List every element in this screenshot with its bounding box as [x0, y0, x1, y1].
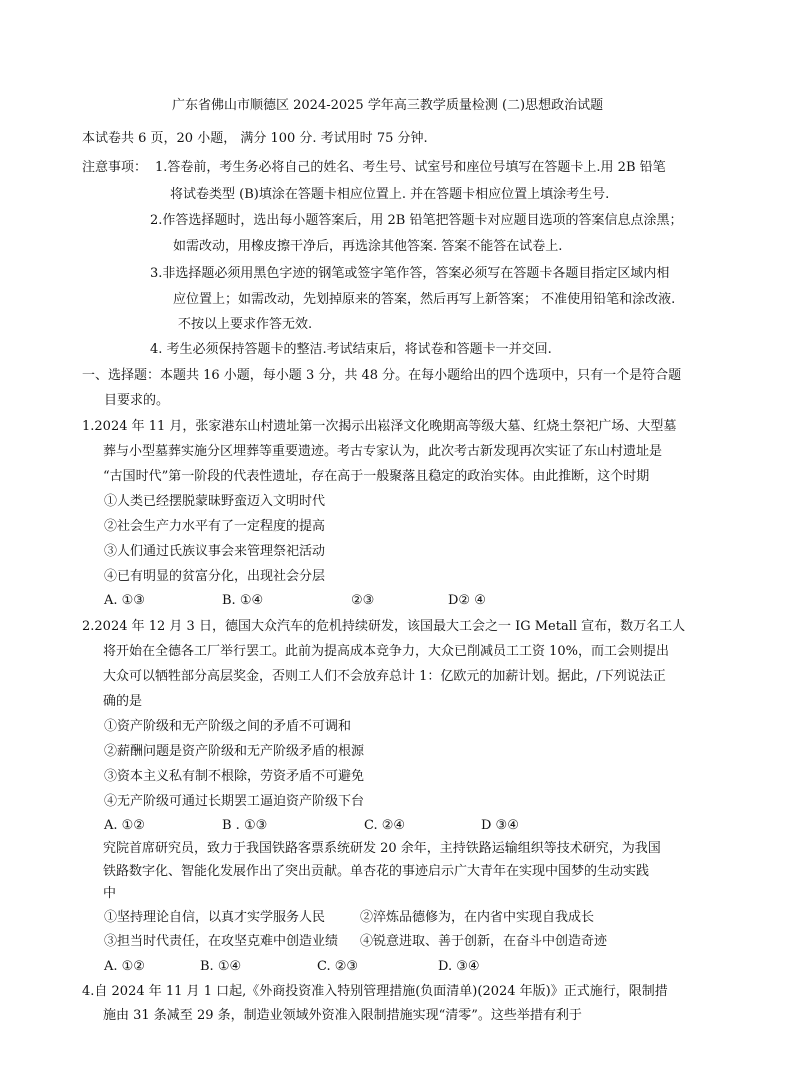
q1-statement-3: ③人们通过氏族议事会来管理祭祀活动 — [104, 544, 326, 559]
q1-stem-line-3: “古国时代”第一阶段的代表性遗址，存在高于一般聚落且稳定的政治实体。由此推断，这个时期 — [103, 469, 650, 484]
q3-option-b: B. ①④ — [200, 959, 242, 974]
q4-stem-line-2: 施由 31 条减至 29 条，制造业领域外资准入限制措施实现“清零”。这些举措有利于 — [103, 1008, 582, 1023]
q2-stem-line-3: 大众可以牺牲部分高层奖金，否则工人们不会放弃总计 1：亿欧元的加薪计划。据此，/下列说法正 — [103, 669, 666, 684]
q3-stem-line-1: 究院首席研究员，致力于我国铁路客票系统研发 20 余年，主持铁路运输组织等技术研究，为我国 — [103, 841, 661, 856]
q3-option-a: A. ①② — [104, 959, 145, 974]
page-title: 广东省佛山市顺德区 2024-2025 学年高三教学质量检测 (二)思想政治试题 — [172, 98, 604, 113]
q1-stem-line-2: 葬与小型墓葬实施分区埋葬等重要遗迹。考古专家认为，此次考古新发现再次实证了东山村遗址是 — [103, 444, 663, 459]
q2-option-b: B . ①③ — [222, 818, 268, 833]
q1-statement-2: ②社会生产力水平有了一定程度的提高 — [104, 519, 326, 534]
note-3-line-3: 不按以上要求作答无效. — [178, 317, 313, 332]
q3-statement-1: ①坚持理论自信，以真才实学服务人民 — [104, 910, 326, 925]
note-2-line-2: 如需改动，用橡皮擦干净后，再选涂其他答案. 答案不能答在试卷上. — [173, 239, 563, 254]
note-4: 4. 考生必须保持答题卡的整洁.考试结束后，将试卷和答题卡一并交回. — [150, 342, 552, 357]
note-2-line-1: 2.作答选择题时，选出每小题答案后，用 2B 铅笔把答题卡对应题目选项的答案信息点涂黑； — [150, 213, 683, 228]
q3-stem-line-3: 中 — [103, 886, 117, 901]
q2-option-a: A. ①② — [104, 818, 145, 833]
q2-statement-1: ①资产阶级和无产阶级之间的矛盾不可调和 — [104, 719, 352, 734]
q3-option-c: C. ②③ — [317, 959, 359, 974]
q3-stem-line-2: 铁路数字化、智能化发展作出了突出贡献。单杏花的事迹启示广大青年在实现中国梦的生动实践 — [103, 864, 650, 879]
q2-stem-line-1: 2.2024 年 12 月 3 日，德国大众汽车的危机持续研发，该国最大工会之一 IG Metall 宣布，数万名工人 — [82, 619, 686, 634]
q3-statement-4: ④锐意进取、善于创新，在奋斗中创造奇迹 — [360, 934, 608, 949]
q4-stem-line-1: 4.自 2024 年 11 月 1 口起,《外商投资准入特别管理措施(负面清单)(2024 年版)》正式施行，限制措 — [82, 984, 668, 999]
q3-statement-2: ②淬炼品德修为，在内省中实现自我成长 — [360, 910, 595, 925]
exam-intro: 本试卷共 6 页，20 小题， 满分 100 分. 考试用时 75 分钟. — [82, 131, 428, 146]
q1-option-d: D② ④ — [448, 593, 486, 608]
note-3-line-2: 应位置上；如需改动，先划掉原来的答案，然后再写上新答案； 不准使用铅笔和涂改液. — [173, 292, 676, 307]
q2-option-d: D ③④ — [481, 818, 519, 833]
q1-option-c: ②③ — [351, 593, 375, 608]
q2-option-c: C. ②④ — [364, 818, 406, 833]
note-1-line-2: 将试卷类型 (B)填涂在答题卡相应位置上. 并在答题卡相应位置上填涂考生号. — [170, 187, 610, 202]
q1-statement-4: ④已有明显的贫富分化，出现社会分层 — [104, 569, 326, 584]
note-1-line-1: 1.答卷前，考生务必将自己的姓名、考生号、试室号和座位号填写在答题卡上.用 2B 铅笔 — [155, 160, 666, 175]
q2-stem-line-2: 将开始在全德各工厂举行罢工。此前为提高成本竞争力，大众已削减员工工资 10%，而工会则提出 — [103, 644, 670, 659]
notes-label: 注意事项： — [82, 160, 148, 175]
q2-stem-line-4: 确的是 — [103, 694, 143, 709]
section-1-heading-line-2: 目要求的。 — [104, 393, 170, 408]
section-1-heading-line-1: 一、选择题：本题共 16 小题，每小题 3 分，共 48 分。在每小题给出的四个选项中，只有一个是符合题 — [82, 368, 682, 383]
q1-option-b: B. ①④ — [222, 593, 264, 608]
q1-statement-1: ①人类已经摆脱蒙昧野蛮迈入文明时代 — [104, 494, 326, 509]
q1-stem-line-1: 1.2024 年 11 月，张家港东山村遗址第一次揭示出崧泽文化晚期高等级大墓、红烧土祭祀广场、大型墓 — [82, 419, 677, 434]
q1-option-a: A. ①③ — [104, 593, 145, 608]
q3-statement-3: ③担当时代责任，在攻坚克难中创造业绩 — [104, 934, 339, 949]
q3-option-d: D. ③④ — [438, 959, 480, 974]
note-3-line-1: 3.非选择题必须用黑色字迹的钢笔或签字笔作答，答案必须写在答题卡各题目指定区域内相 — [150, 266, 670, 281]
q2-statement-2: ②薪酬问题是资产阶级和无产阶级矛盾的根源 — [104, 744, 365, 759]
q2-statement-4: ④无产阶级可通过长期罢工逼迫资产阶级下台 — [104, 794, 365, 809]
q2-statement-3: ③资本主义私有制不根除，劳资矛盾不可避免 — [104, 769, 365, 784]
